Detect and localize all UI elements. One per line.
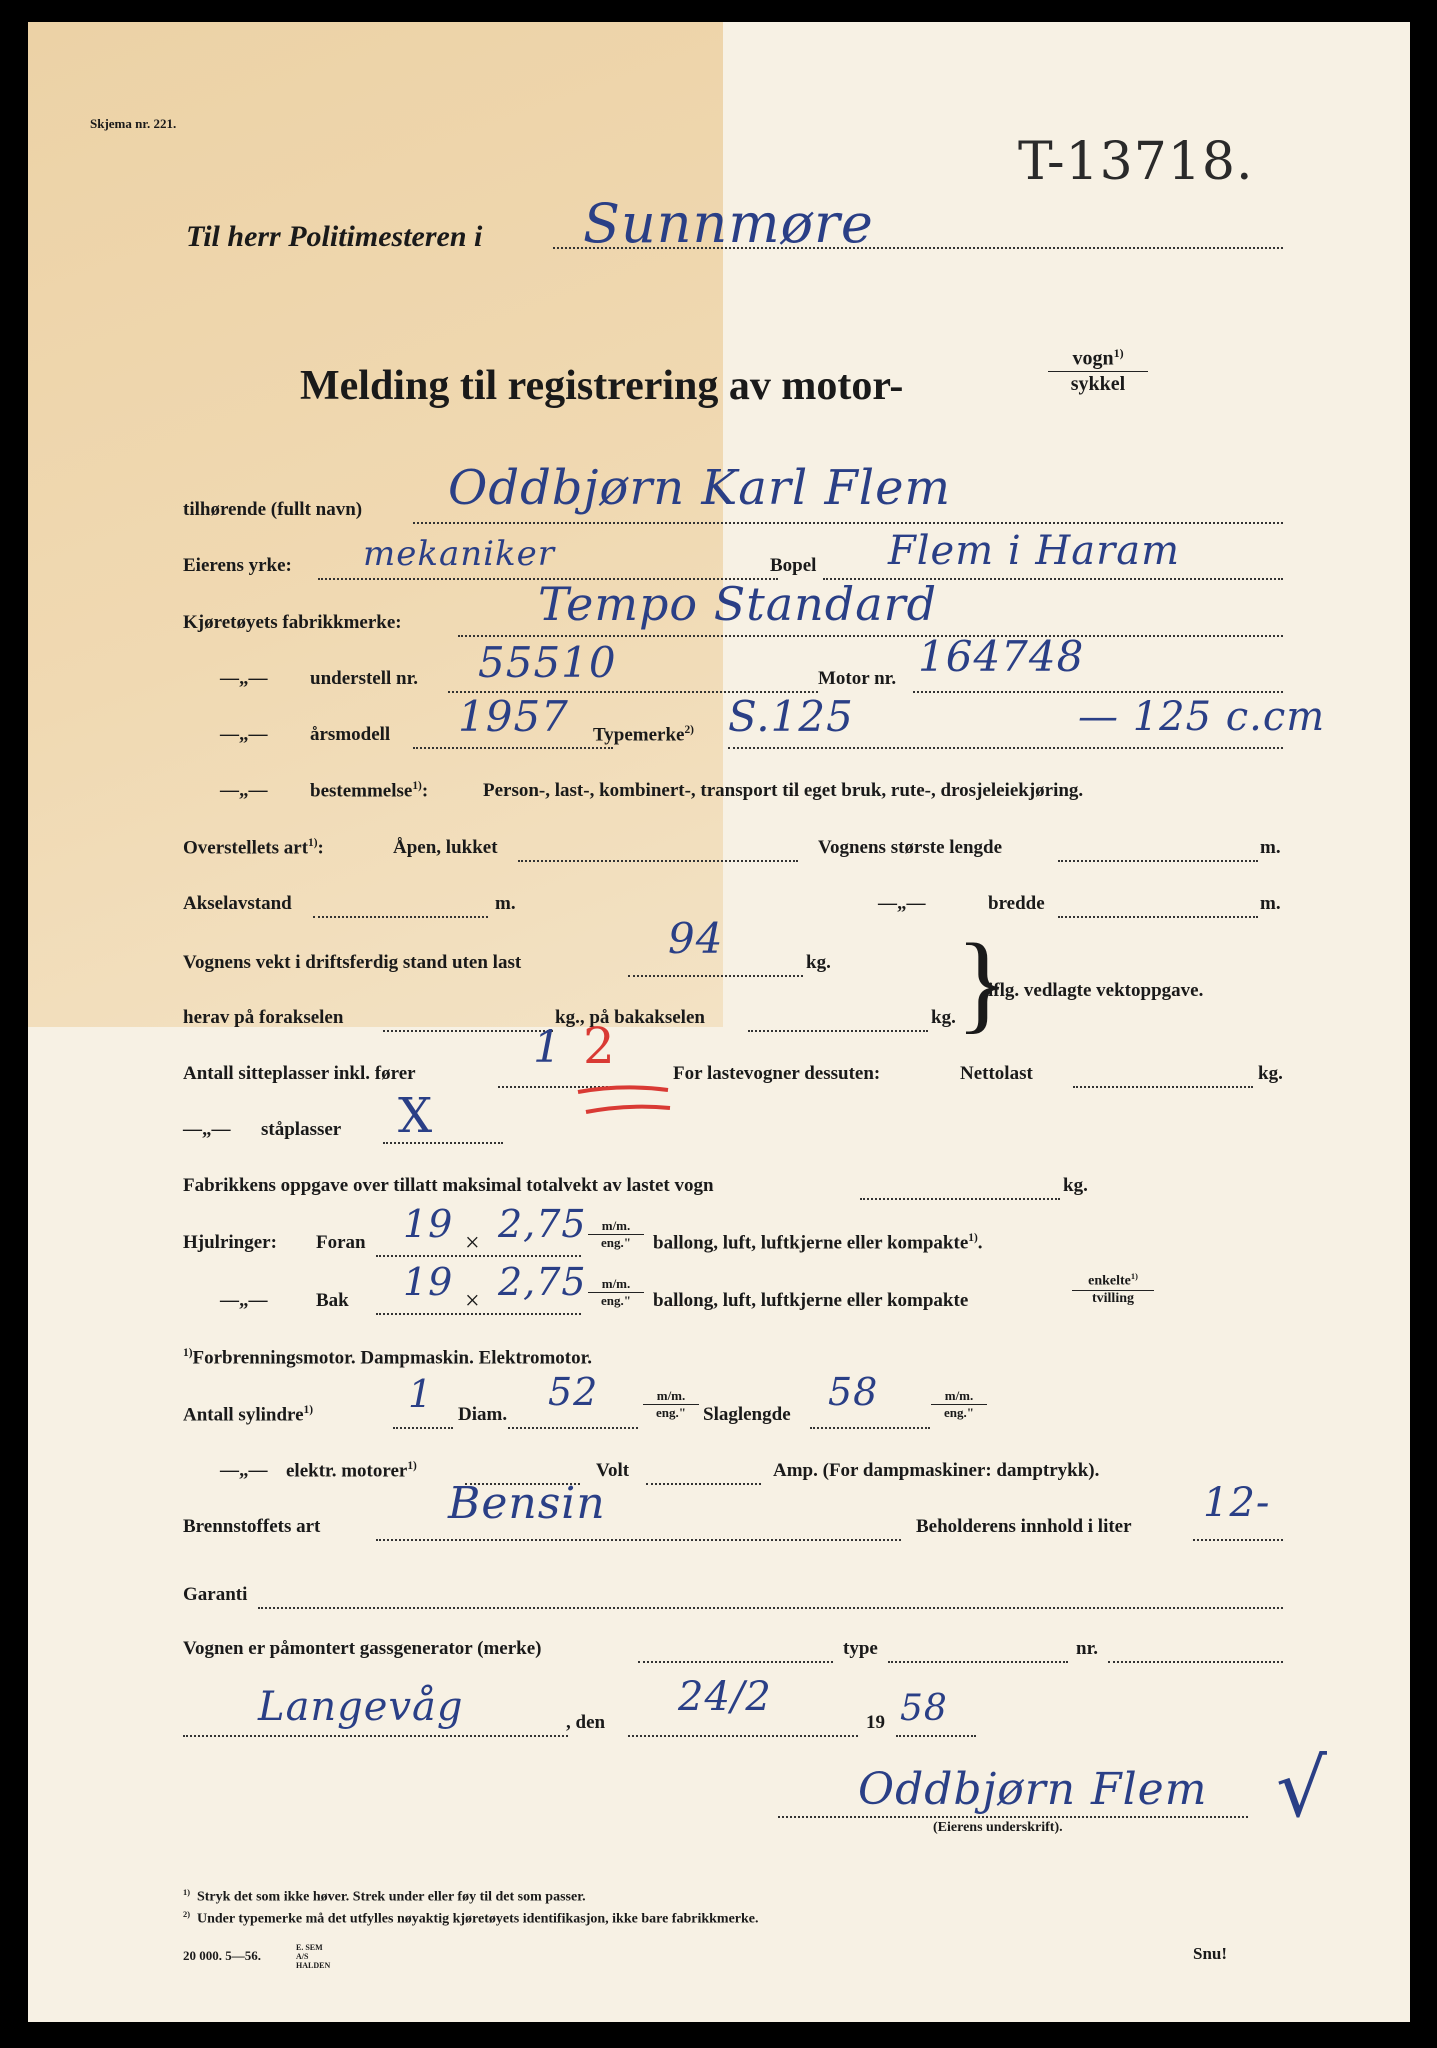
date-line <box>628 1735 858 1737</box>
body-label: Overstellets art$^{1)}$: <box>183 837 324 859</box>
ditto-mark: —„— <box>183 1119 231 1140</box>
type-value: S.125 <box>728 692 854 741</box>
fuel-line <box>376 1539 901 1541</box>
signature-label: (Eierens underskrift). <box>933 1820 1063 1835</box>
netload-label: Nettolast <box>960 1063 1033 1084</box>
times-sign: × <box>465 1228 480 1257</box>
length-label: Vognens største lengde <box>818 837 1003 858</box>
weight-note: iflg. vedlagte vektoppgave. <box>988 980 1204 1001</box>
twin-label: tvilling <box>1091 1291 1134 1307</box>
ditto-mark: —„— <box>220 1460 268 1481</box>
footnote-1-text: Stryk det som ikke høver. Strek under eller føy til det som passer. <box>196 1889 586 1905</box>
unit-m: m. <box>1260 837 1281 858</box>
max-weight-label: Fabrikkens oppgave over tillatt maksimal totalvekt av lastet vogn <box>183 1175 714 1196</box>
elec-motor-label <box>286 1460 417 1482</box>
single-twin-fraction <box>1072 1272 1154 1308</box>
purpose-label-text: bestemmelse <box>310 780 413 802</box>
amp-label: Amp. (For dampmaskiner: damptrykk). <box>773 1460 1100 1481</box>
stroke-value: 58 <box>828 1370 879 1414</box>
standing-label: ståplasser <box>261 1119 342 1140</box>
rear-axle-label: kg., på bakakselen <box>555 1007 705 1028</box>
type-label <box>593 724 694 746</box>
footnote-ref: 1) <box>183 1347 193 1359</box>
motor-value: 164748 <box>918 632 1085 681</box>
footnote-2 <box>183 1910 759 1928</box>
owner-signature: Oddbjørn Flem <box>858 1764 1208 1815</box>
turn-over: Snu! <box>1193 1944 1228 1963</box>
max-weight-line <box>860 1198 1060 1200</box>
signature-line <box>778 1816 1248 1818</box>
footnote-ref: 1) <box>968 1232 978 1244</box>
weight-line <box>628 975 803 977</box>
footnote-1 <box>183 1888 586 1906</box>
front-tire-a: 19 <box>403 1202 454 1246</box>
seats-label: Antall sitteplasser inkl. fører <box>183 1063 416 1084</box>
occupation-value: mekaniker <box>363 534 555 574</box>
rear-tire-label: Bak <box>316 1290 349 1311</box>
front-tire-b: 2,75 <box>498 1202 587 1246</box>
cargo-label: For lastevogner dessuten: <box>673 1063 881 1084</box>
diam-line <box>508 1427 638 1429</box>
front-axle-label: herav på forakselen <box>183 1007 344 1028</box>
year-prefix: 19 <box>866 1712 885 1733</box>
footnote-ref: 1) <box>303 1404 314 1416</box>
unit-bottom: eng." <box>944 1404 974 1420</box>
type-extra-value: — 125 c.cm <box>1078 694 1326 740</box>
registration-number: T-13718. <box>1018 132 1254 192</box>
form-title: Melding til registrering av motor- <box>300 363 904 409</box>
engine-types-text: Forbrenningsmotor. Dampmaskin. Elektromotor. <box>192 1347 593 1369</box>
netload-line <box>1073 1086 1253 1088</box>
front-tire-label: Foran <box>316 1232 366 1253</box>
title-vehicle-type <box>1048 346 1148 396</box>
chassis-label: understell nr. <box>310 668 419 689</box>
width-label: bredde <box>988 893 1045 914</box>
rear-tire-a: 19 <box>403 1260 454 1304</box>
seats-correction: 2 <box>583 1017 616 1075</box>
front-tire-unit <box>588 1218 644 1250</box>
weight-value: 94 <box>668 914 724 963</box>
ditto-mark: —„— <box>878 893 926 914</box>
model-year-label: årsmodell <box>310 724 391 745</box>
unit-kg: kg. <box>806 952 831 973</box>
addressee-label: Til herr Politimesteren i <box>186 220 483 253</box>
footnote-2-mark: 2) <box>183 1910 190 1919</box>
unit-kg: kg. <box>931 1007 956 1028</box>
purpose-label: bestemmelse$^{1)}$: <box>310 780 429 802</box>
unit-bottom: eng." <box>601 1234 631 1250</box>
rear-tire-types: ballong, luft, luftkjerne eller kompakte <box>653 1290 969 1311</box>
wheelbase-label: Akselavstand <box>183 893 292 914</box>
title-top: vogn <box>1072 347 1114 370</box>
warranty-line <box>258 1607 1283 1609</box>
make-line <box>458 635 1283 637</box>
cylinders-line <box>393 1427 453 1429</box>
diam-unit <box>643 1388 699 1420</box>
warranty-label: Garanti <box>183 1584 248 1605</box>
owner-name-label: tilhørende (fullt navn) <box>183 499 363 520</box>
motor-line <box>913 691 1283 693</box>
gas-nr-line <box>1108 1661 1283 1663</box>
times-sign: × <box>465 1286 480 1315</box>
unit-kg: kg. <box>1063 1175 1088 1196</box>
unit-top: m/m. <box>931 1388 987 1405</box>
wheelbase-line <box>313 916 488 918</box>
model-year-line <box>413 747 613 749</box>
fuel-label: Brennstoffets art <box>183 1516 321 1537</box>
gas-type-line <box>888 1661 1068 1663</box>
footnote-ref: 1) <box>407 1460 417 1472</box>
footnote-1-mark: 1) <box>183 1888 190 1897</box>
footnote-2-text: Under typemerke må det utfylles nøyaktig kjøretøyets identifikasjon, ikke bare fabrikkmerke. <box>196 1911 759 1927</box>
unit-top: m/m. <box>588 1218 644 1235</box>
year-line <box>896 1735 976 1737</box>
standing-value: X <box>398 1088 434 1144</box>
addressee-value: Sunnmøre <box>583 192 874 255</box>
unit-m: m. <box>495 893 516 914</box>
rear-axle-line <box>748 1030 928 1032</box>
occupation-label: Eierens yrke: <box>183 555 292 576</box>
make-value: Tempo Standard <box>538 577 938 631</box>
unit-top: m/m. <box>643 1388 699 1405</box>
diam-value: 52 <box>548 1370 599 1414</box>
printer-info: E. SEM A/S HALDEN <box>296 1943 331 1970</box>
body-label-text: Overstellets art <box>183 837 309 859</box>
front-tire-types: ballong, luft, luftkjerne eller kompakte$^{1)}$. <box>653 1232 983 1254</box>
gas-generator-line <box>638 1661 833 1663</box>
year-suffix: 58 <box>900 1688 948 1729</box>
weight-label: Vognens vekt i driftsferdig stand uten last <box>183 952 522 973</box>
unit-top: m/m. <box>588 1276 644 1293</box>
seats-value: 1 <box>533 1022 562 1073</box>
diam-label: Diam. <box>458 1404 508 1425</box>
motor-label: Motor nr. <box>818 668 897 689</box>
check-mark: √ <box>1276 1742 1328 1835</box>
unit-kg: kg. <box>1258 1063 1283 1084</box>
footnote-ref: 1) <box>1113 346 1124 360</box>
date-den: , den <box>566 1712 606 1733</box>
cylinders-value: 1 <box>408 1372 434 1416</box>
body-options: Åpen, lukket <box>393 837 498 858</box>
date-value: 24/2 <box>678 1674 772 1720</box>
gas-generator-label: Vognen er påmontert gassgenerator (merke) <box>183 1638 542 1659</box>
unit-bottom: eng." <box>601 1292 631 1308</box>
residence-value: Flem i Haram <box>888 528 1180 574</box>
owner-name-value: Oddbjørn Karl Flem <box>448 460 952 516</box>
ditto-mark: —„— <box>220 780 268 801</box>
title-bottom: sykkel <box>1070 372 1126 395</box>
tank-label: Beholderens innhold i liter <box>916 1516 1132 1537</box>
single-label: enkelte <box>1088 1273 1131 1289</box>
elec-motor-label-text: elektr. motorer <box>286 1460 408 1482</box>
place-value: Langevåg <box>258 1684 464 1730</box>
volt-label: Volt <box>596 1460 630 1481</box>
tank-line <box>1193 1539 1283 1541</box>
rear-tire-b: 2,75 <box>498 1260 587 1304</box>
engine-types-note <box>183 1347 592 1369</box>
type-line <box>728 747 1283 749</box>
tank-value: 12- <box>1203 1480 1271 1526</box>
tires-label: Hjulringer: <box>183 1232 277 1253</box>
gas-type-label: type <box>843 1638 878 1659</box>
width-line <box>1058 916 1258 918</box>
footnote-ref: 1) <box>412 780 422 792</box>
brace: } <box>956 921 1009 1043</box>
gas-nr-label: nr. <box>1076 1638 1099 1659</box>
chassis-value: 55510 <box>478 638 617 687</box>
schema-number: Skjema nr. 221. <box>90 116 177 131</box>
cylinders-label <box>183 1404 313 1426</box>
ditto-mark: —„— <box>220 1290 268 1311</box>
unit-bottom: eng." <box>656 1404 686 1420</box>
volt-line <box>646 1483 761 1485</box>
place-line <box>183 1735 568 1737</box>
ditto-mark: —„— <box>220 724 268 745</box>
cylinders-label-text: Antall sylindre <box>183 1404 304 1426</box>
rear-tire-unit <box>588 1276 644 1308</box>
unit-m: m. <box>1260 893 1281 914</box>
stroke-label: Slaglengde <box>703 1404 791 1425</box>
model-year-value: 1957 <box>458 692 569 741</box>
front-axle-line <box>383 1030 553 1032</box>
body-line <box>518 860 798 862</box>
footnote-ref: 2) <box>684 724 694 736</box>
type-label-text: Typemerke <box>593 724 685 746</box>
fuel-value: Bensin <box>448 1478 606 1529</box>
footnote-ref: 1) <box>308 837 318 849</box>
residence-label: Bopel <box>770 555 817 576</box>
form-sheet <box>28 22 1410 2022</box>
ditto-mark: —„— <box>220 668 268 689</box>
print-info: 20 000. 5—56. <box>183 1948 261 1963</box>
purpose-options: Person-, last-, kombinert-, transport til eget bruk, rute-, drosjeleiekjøring. <box>483 780 1084 801</box>
footnote-ref: 1) <box>1130 1272 1138 1281</box>
length-line <box>1058 860 1258 862</box>
stroke-line <box>810 1427 930 1429</box>
front-tire-types-text: ballong, luft, luftkjerne eller kompakte <box>653 1232 969 1254</box>
stroke-unit <box>931 1388 987 1420</box>
owner-name-line <box>413 522 1283 524</box>
make-label: Kjøretøyets fabrikkmerke: <box>183 612 402 633</box>
red-underline-mark <box>568 1078 678 1128</box>
aged-paper-area <box>28 22 723 1027</box>
